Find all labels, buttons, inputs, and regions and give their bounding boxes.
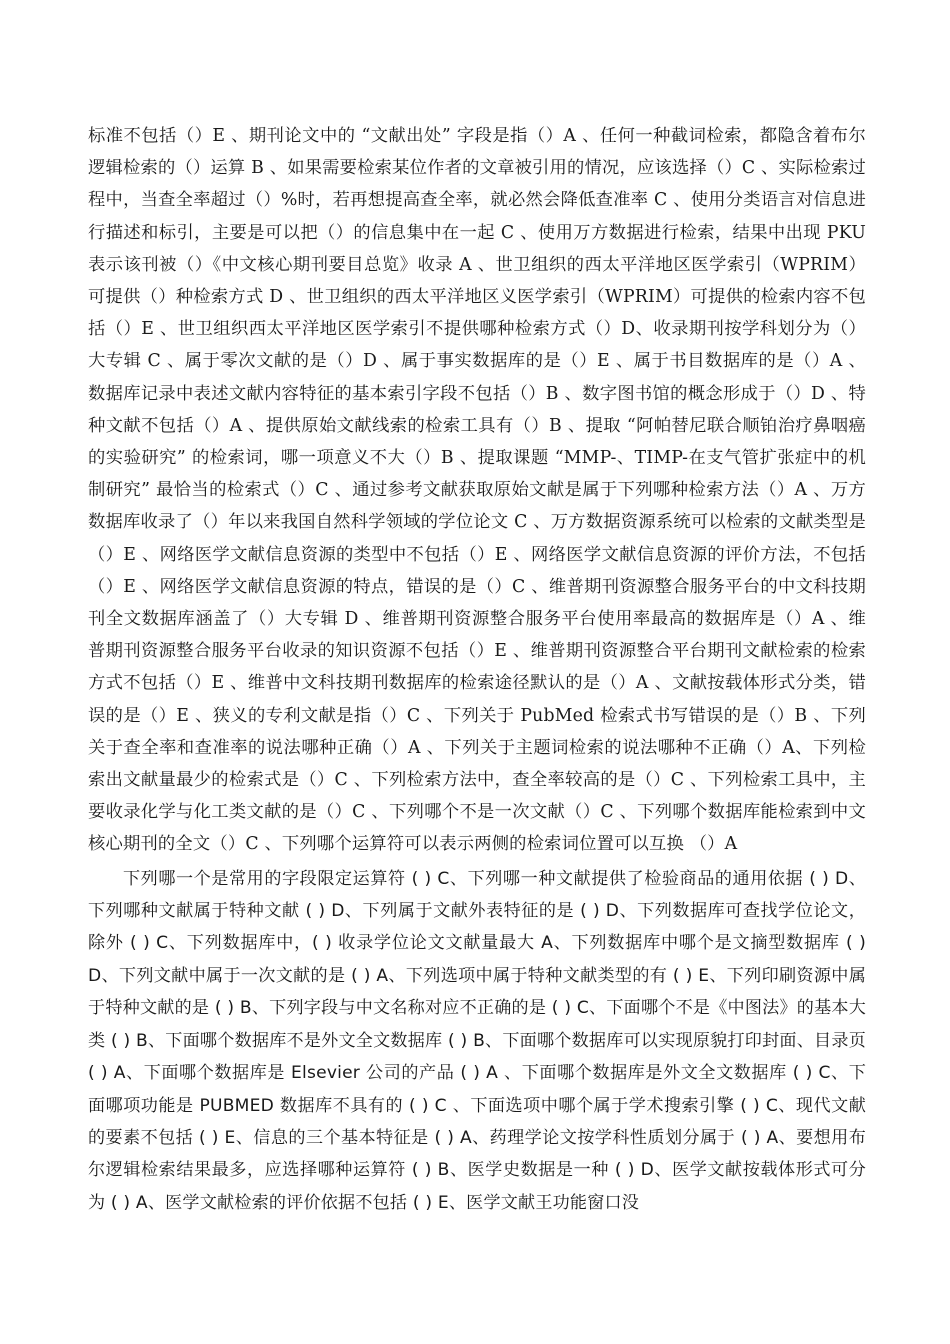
body-paragraph-2: 下列哪一个是常用的字段限定运算符 ( ) C、下列哪一种文献提供了检验商品的通用依据 ( ) D、下列哪种文献属于特种文献 ( ) D、下列属于文献外表特征的是 ( ) D、下列数据库可查找学位论文，除外 ( ) C、下列数据库中，( ) 收录学位论文文献量最大 A、下列数据库中哪个是文摘型数据库 ( ) D、下列文献中属于一次文献的是 ( ) A、下列选项中属于特种文献类型的有 ( ) E、下列印刷资源中属于特种文献的是 ( ) B、下列字段与中文名称对应不正确的是 ( ) C、下面哪个不是《中图法》的基本大类 ( ) B、下面哪个数据库不是外文全文数据库 ( ) B、下面哪个数据库可以实现原貌打印封面、目录页 ( ) A、下面哪个数据库是 Elsevier 公司的产品 ( ) A 、下面哪个数据库是外文全文数据库 ( ) C、下面哪项功能是 PUBMED 数据库不具有的 ( ) C 、下面选项中哪个属于学术搜索引擎 ( ) C、现代文献的要素不包括 ( ) E、信息的三个基本特征是 ( ) A、药理学论文按学科性质划分属于 ( ) A、要想用布尔逻辑检索结果最多，应选择哪种运算符 ( ) B、医学史数据是一种 ( ) D、医学文献按载体形式可分为 ( ) A、医学文献检索的评价依据不包括 ( ) E、医学文献王功能窗口没 (88, 868, 867, 1213)
document-page (88, 120, 866, 1219)
body-paragraph-1: 标准不包括（）E 、期刊论文中的 “文献出处” 字段是指（）A 、任何一种截词检索，都隐含着布尔逻辑检索的（）运算 B 、如果需要检索某位作者的文章被引用的情况，应该选择（）C 、实际检索过程中，当查全率超过（）%时，若再想提高查全率，就必然会降低查准率 C 、使用分类语言对信息进行描述和标引，主要是可以把（）的信息集中在一起 C 、使用万方数据进行检索，结果中出现 PKU 表示该刊被（）《中文核心期刊要目总览》收录 A 、世卫组织的西太平洋地区医学索引（WPRIM）可提供（）种检索方式 D 、世卫组织的西太平洋地区义医学索引（WPRIM）可提供的检索内容不包括（）E 、世卫组织西太平洋地区医学索引不提供哪种检索方式（）D、收录期刊按学科划分为（）大专辑 C 、属于零次文献的是（）D 、属于事实数据库的是（）E 、属于书目数据库的是（）A 、数据库记录中表述文献内容特征的基本索引字段不包括（）B 、数字图书馆的概念形成于（）D 、特种文献不包括（）A 、提供原始文献线索的检索工具有（）B 、提取 “阿帕替尼联合顺铂治疗鼻咽癌的实验研究” 的检索词，哪一项意义不大（）B 、提取课题 “MMP-、TIMP-在支气管扩张症中的机制研究” 最恰当的检索式（）C 、通过参考文献获取原始文献是属于下列哪种检索方法（）A 、万方数据库收录了（）年以来我国自然科学领域的学位论文 C 、万方数据资源系统可以检索的文献类型是（）E 、网络医学文献信息资源的类型中不包括（）E 、网络医学文献信息资源的评价方法，不包括（）E 、网络医学文献信息资源的特点，错误的是（）C 、维普期刊资源整合服务平台的中文科技期刊全文数据库涵盖了（）大专辑 D 、维普期刊资源整合服务平台使用率最高的数据库是（）A 、维普期刊资源整合服务平台收录的知识资源不包括（）E 、维普期刊资源整合平台期刊文献检索的检索方式不包括（）E 、维普中文科技期刊数据库的检索途径默认的是（）A 、文献按载体形式分类，错误的是（）E 、狭义的专利文献是指（）C 、下列关于 PubMed 检索式书写错误的是（）B 、下列关于查全率和查准率的说法哪种正确（）A 、下列关于主题词检索的说法哪种不正确（）A、下列检索出文献量最少的检索式是（）C 、下列检索方法中，查全率较高的是（）C 、下列检索工具中，主要收录化学与化工类文献的是（）C 、下列哪个不是一次文献（）C 、下列哪个数据库能检索到中文核心期刊的全文（）C 、下列哪个运算符可以表示两侧的检索词位置可以互换 （）A (88, 126, 866, 855)
